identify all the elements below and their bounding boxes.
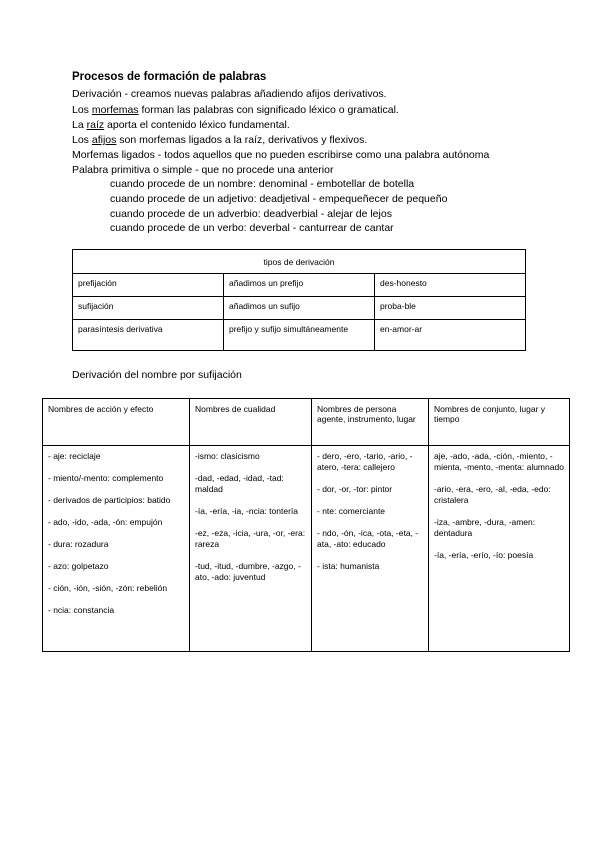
list-item: - ista: humanista: [317, 561, 380, 571]
indented-line: cuando procede de un nombre: denominal - embotellar de botella: [110, 178, 415, 190]
list-item: - dura: rozadura: [48, 539, 109, 549]
list-item: - ndo, -ón, -ica, -ota, -eta, -ata, -ato: educado: [317, 528, 419, 549]
text-line-morfemas-ligados: Morfemas ligados - todos aquellos que no pueden escribirse como una palabra autónoma: [72, 149, 490, 161]
list-item: -ía, -ería, -erío, -ío: poesía: [434, 550, 534, 560]
text-line-derivacion: Derivación - creamos nuevas palabras añadiendo afijos derivativos.: [72, 88, 387, 100]
list-item: -ez, -eza, -icia, -ura, -or, -era: rareza: [195, 528, 306, 549]
table-cell: prefijación: [73, 274, 224, 297]
table-row: [73, 297, 526, 320]
text-line-palabra-primitiva: Palabra primitiva o simple - que no procede una anterior: [72, 164, 334, 176]
section-subtitle: Derivación del nombre por sufijación: [72, 369, 242, 381]
list-item: aje, -ado, -ada, -ción, -miento, -mienta, -mento, -menta: alumnado: [434, 451, 564, 472]
indented-line: cuando procede de un adjetivo: deadjetival - empequeñecer de pequeño: [110, 193, 448, 205]
table-row: [73, 320, 526, 351]
table-row: [73, 274, 526, 297]
column-cell: [43, 446, 190, 652]
column-header: Nombres de persona agente, instrumento, lugar: [312, 399, 429, 446]
indented-line: cuando procede de un verbo: deverbal - canturrear de cantar: [110, 222, 394, 234]
page-title: Procesos de formación de palabras: [72, 71, 267, 83]
suffixation-table: [42, 398, 570, 652]
table-cell: añadimos un sufijo: [224, 297, 375, 320]
list-item: - nte: comerciante: [317, 506, 386, 516]
list-item: - ado, -ido, -ada, -ón: empujón: [48, 517, 163, 527]
column-header: Nombres de cualidad: [190, 399, 312, 446]
list-item: -iza, -ambre, -dura, -amen: dentadura: [434, 517, 536, 538]
list-item: -ismo: clasicismo: [195, 451, 260, 461]
list-item: -dad, -edad, -idad, -tad: maldad: [195, 473, 284, 494]
list-item: - derivados de participios: batido: [48, 495, 171, 505]
list-item: -ario, -era, -ero, -al, -eda, -edo: cristalera: [434, 484, 551, 505]
list-item: - azo: golpetazo: [48, 561, 109, 571]
indented-line: cuando procede de un adverbio: deadverbial - alejar de lejos: [110, 208, 392, 220]
text-line-raiz: La raíz aporta el contenido léxico fundamental.: [72, 119, 290, 131]
table-cell: des-honesto: [375, 274, 526, 297]
table-cell: añadimos un prefijo: [224, 274, 375, 297]
list-item: - dor, -or, -tor: pintor: [317, 484, 393, 494]
column-cell: [312, 446, 429, 652]
list-item: - aje: reciclaje: [48, 451, 101, 461]
table-cell: sufijación: [73, 297, 224, 320]
table-cell: proba-ble: [375, 297, 526, 320]
list-item: - ción, -ión, -sión, -zón: rebelión: [48, 583, 168, 593]
table-header: tipos de derivación: [73, 250, 526, 274]
table-cell: prefijo y sufijo simultáneamente: [224, 320, 375, 351]
column-cell: [190, 446, 312, 652]
column-header: Nombres de conjunto, lugar y tiempo: [429, 399, 570, 446]
list-item: - dero, -ero, -tario, -ario, -atero, -tera: callejero: [317, 451, 413, 472]
column-header: Nombres de acción y efecto: [43, 399, 190, 446]
list-item: - miento/-mento: complemento: [48, 473, 164, 483]
list-item: -tud, -itud, -dumbre, -azgo, -ato, -ado: juventud: [195, 561, 301, 582]
text-line-morfemas: Los morfemas forman las palabras con significado léxico o gramatical.: [72, 104, 399, 116]
column-cell: [429, 446, 570, 652]
table-cell: parasíntesis derivativa: [73, 320, 224, 351]
list-item: -ía, -ería, -ia, -ncia: tontería: [195, 506, 298, 516]
list-item: - ncia: constancia: [48, 605, 115, 615]
table-cell: en-amor-ar: [375, 320, 526, 351]
derivation-types-table: [72, 249, 526, 351]
text-line-afijos: Los afijos son morfemas ligados a la raíz, derivativos y flexivos.: [72, 134, 368, 146]
